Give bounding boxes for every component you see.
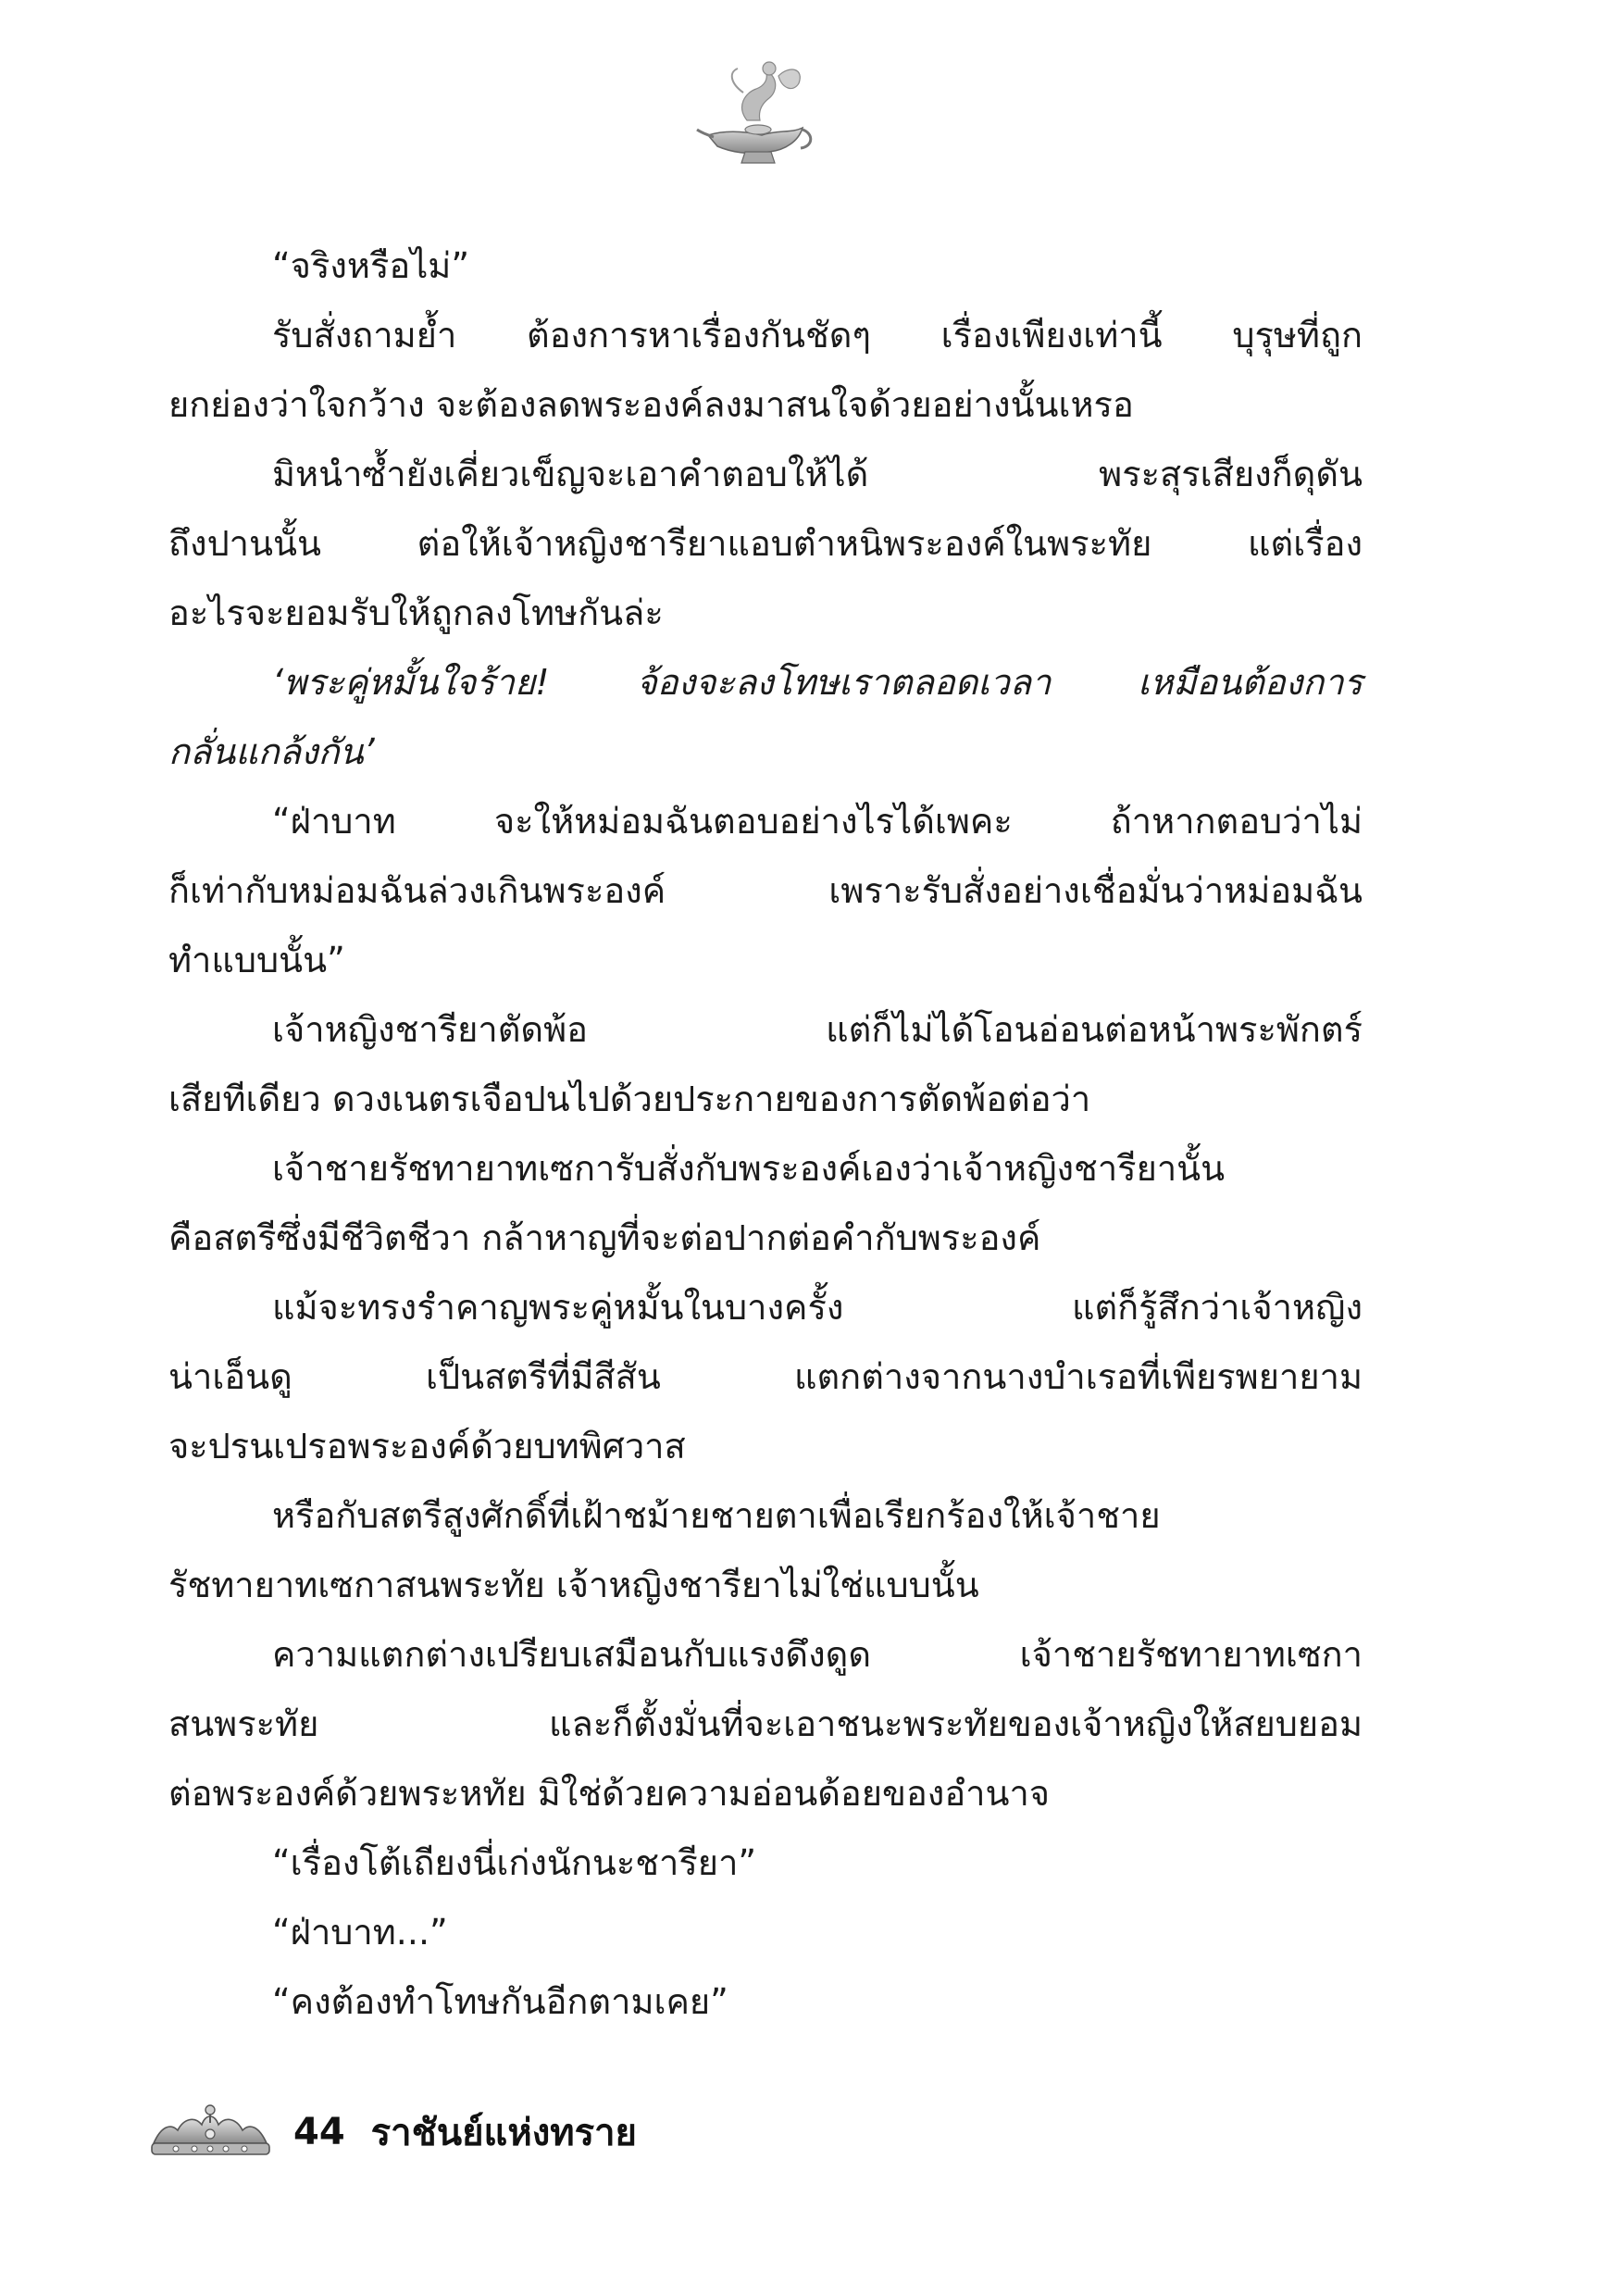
page-footer — [148, 2100, 981, 2165]
text-line: เจ้าชายรัชทายาทเซการับสั่งกับพระองค์เองว่าเจ้าหญิงชารียานั้น — [272, 1148, 1226, 1189]
text-line: “จริงหรือไม่” — [272, 245, 470, 286]
text-line: ทำแบบนั้น” — [168, 940, 345, 980]
text-line: เสียทีเดียว ดวงเนตรเจือปนไปด้วยประกายของการตัดพ้อต่อว่า — [168, 1079, 1091, 1119]
text-line: คือสตรีซึ่งมีชีวิตชีวา กล้าหาญที่จะต่อปากต่อคำกับพระองค์ — [168, 1217, 1041, 1258]
text-line: “คงต้องทำโทษกันอีกตามเคย” — [272, 1981, 728, 2022]
page-number: 44 — [293, 2111, 345, 2153]
text-line: จะปรนเปรอพระองค์ด้วยบทพิศวาส — [168, 1426, 686, 1466]
text-line: “ฝ่าบาท...” — [272, 1912, 448, 1953]
text-line: ต่อพระองค์ด้วยพระหทัย มิใช่ด้วยความอ่อนด้อยของอำนาจ — [168, 1773, 1051, 1814]
text-line: กลั่นแกล้งกัน’ — [168, 731, 375, 772]
book-title: ราชันย์แห่งทราย — [370, 2112, 637, 2154]
text-line: รับสั่งถามย้ำ ต้องการหาเรื่องกันชัดๆ เรื่องเพียงเท่านี้ บุรุษที่ถูก — [272, 315, 1363, 356]
crown-icon — [148, 2103, 273, 2162]
text-line: ถึงปานนั้น ต่อให้เจ้าหญิงชารียาแอบตำหนิพระองค์ในพระทัย แต่เรื่อง — [168, 523, 1363, 564]
text-line: รัชทายาทเซกาสนพระทัย เจ้าหญิงชารียาไม่ใช่แบบนั้น — [168, 1565, 979, 1605]
text-line: มิหนำซ้ำยังเคี่ยวเข็ญจะเอาคำตอบให้ได้ พระสุรเสียงก็ดุดัน — [272, 454, 1363, 494]
text-line: แม้จะทรงรำคาญพระคู่หมั้นในบางครั้ง แต่ก็รู้สึกว่าเจ้าหญิง — [272, 1287, 1363, 1328]
text-line: ก็เท่ากับหม่อมฉันล่วงเกินพระองค์ เพราะรับสั่งอย่างเชื่อมั่นว่าหม่อมฉัน — [168, 870, 1363, 911]
text-line: อะไรจะยอมรับให้ถูกลงโทษกันล่ะ — [168, 593, 664, 633]
body-text — [168, 231, 1363, 2037]
text-line: ‘พระคู่หมั้นใจร้าย! จ้องจะลงโทษเราตลอดเวลา เหมือนต้องการ — [272, 662, 1363, 703]
genie-lamp-ornament-icon — [690, 56, 819, 176]
text-line: น่าเอ็นดู เป็นสตรีที่มีสีสัน แตกต่างจากนางบำเรอที่เพียรพยายาม — [168, 1356, 1363, 1397]
text-line: “เรื่องโต้เถียงนี่เก่งนักนะชารียา” — [272, 1842, 757, 1883]
text-line: ความแตกต่างเปรียบเสมือนกับแรงดึงดูด เจ้าชายรัชทายาทเซกา — [272, 1634, 1363, 1675]
text-line: “ฝ่าบาท จะให้หม่อมฉันตอบอย่างไรได้เพคะ ถ้าหากตอบว่าไม่ — [272, 801, 1363, 842]
text-line: ยกย่องว่าใจกว้าง จะต้องลดพระองค์ลงมาสนใจด้วยอย่างนั้นเหรอ — [168, 384, 1134, 425]
text-line: เจ้าหญิงชารียาตัดพ้อ แต่ก็ไม่ได้โอนอ่อนต่อหน้าพระพักตร์ — [272, 1009, 1363, 1050]
text-line: หรือกับสตรีสูงศักดิ์ที่เฝ้าชม้ายชายตาเพื่อเรียกร้องให้เจ้าชาย — [272, 1495, 1161, 1536]
text-line: สนพระทัย และก็ตั้งมั่นที่จะเอาชนะพระทัยของเจ้าหญิงให้สยบยอม — [168, 1703, 1363, 1744]
